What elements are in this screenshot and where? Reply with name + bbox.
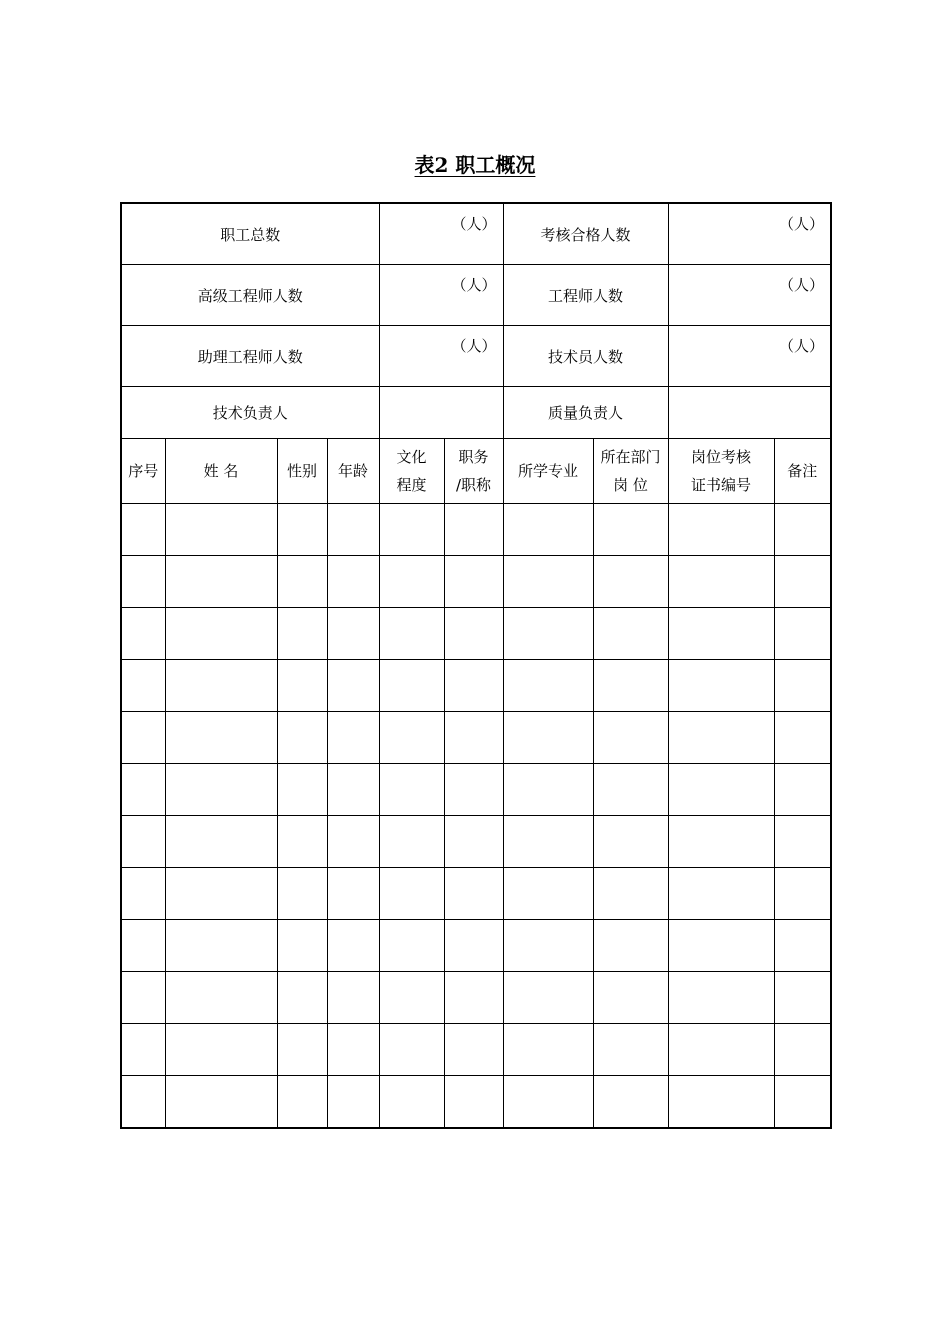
- table-cell[interactable]: [165, 556, 277, 608]
- column-header: [503, 439, 593, 504]
- table-row: [121, 660, 831, 712]
- table-cell[interactable]: [444, 972, 503, 1024]
- table-cell[interactable]: [593, 556, 668, 608]
- qualified-count-field[interactable]: （人）: [668, 203, 831, 265]
- table-cell[interactable]: [444, 608, 503, 660]
- table-cell[interactable]: [593, 504, 668, 556]
- table-cell[interactable]: [277, 1024, 327, 1076]
- column-header: [165, 439, 277, 504]
- table-cell[interactable]: [379, 972, 444, 1024]
- table-cell[interactable]: [121, 608, 165, 660]
- table-cell[interactable]: [379, 712, 444, 764]
- table-cell[interactable]: [774, 608, 831, 660]
- table-cell[interactable]: [503, 556, 593, 608]
- table-cell[interactable]: [121, 1024, 165, 1076]
- table-cell[interactable]: [277, 868, 327, 920]
- table-cell[interactable]: [121, 764, 165, 816]
- table-row: [121, 920, 831, 972]
- table-cell[interactable]: [593, 1076, 668, 1129]
- table-row: [121, 972, 831, 1024]
- table-cell[interactable]: [121, 712, 165, 764]
- table-row: [121, 608, 831, 660]
- table-cell[interactable]: [379, 920, 444, 972]
- table-cell[interactable]: [121, 1076, 165, 1129]
- table-cell[interactable]: [379, 504, 444, 556]
- table-cell[interactable]: [327, 920, 379, 972]
- table-cell[interactable]: [277, 556, 327, 608]
- table-cell[interactable]: [444, 712, 503, 764]
- table-cell[interactable]: [327, 972, 379, 1024]
- column-header-text: 证书编号: [691, 476, 752, 494]
- table-cell[interactable]: [774, 972, 831, 1024]
- total-staff-label: 职工总数: [121, 203, 379, 265]
- table-cell[interactable]: [379, 1076, 444, 1129]
- column-header-text: 文化: [396, 448, 427, 466]
- table-cell[interactable]: [668, 816, 774, 868]
- table-cell[interactable]: [165, 920, 277, 972]
- assistant-engineer-field[interactable]: （人）: [379, 326, 503, 387]
- page-title: 表2 职工概况: [414, 153, 536, 177]
- table-cell[interactable]: [327, 868, 379, 920]
- qualified-count-label: 考核合格人数: [503, 203, 668, 265]
- column-header: [444, 439, 503, 504]
- table-cell[interactable]: [327, 504, 379, 556]
- table-cell[interactable]: [593, 660, 668, 712]
- table-cell[interactable]: [668, 764, 774, 816]
- tech-lead-field[interactable]: [379, 387, 503, 439]
- senior-engineer-label: 高级工程师人数: [121, 265, 379, 326]
- table-row: [121, 764, 831, 816]
- table-cell[interactable]: [121, 816, 165, 868]
- column-header-text: 岗位考核: [691, 448, 752, 466]
- table-row: [121, 556, 831, 608]
- table-cell[interactable]: [668, 1076, 774, 1129]
- table-cell[interactable]: [503, 816, 593, 868]
- table-cell[interactable]: [593, 972, 668, 1024]
- table-cell[interactable]: [593, 816, 668, 868]
- table-cell[interactable]: [277, 608, 327, 660]
- technician-label: 技术员人数: [503, 326, 668, 387]
- total-staff-field[interactable]: （人）: [379, 203, 503, 265]
- summary-row: [121, 326, 831, 387]
- table-cell[interactable]: [327, 556, 379, 608]
- table-cell[interactable]: [277, 1076, 327, 1129]
- table-cell[interactable]: [444, 920, 503, 972]
- table-cell[interactable]: [668, 504, 774, 556]
- table-cell[interactable]: [327, 712, 379, 764]
- table-cell[interactable]: [774, 660, 831, 712]
- table-cell[interactable]: [444, 556, 503, 608]
- table-cell[interactable]: [774, 868, 831, 920]
- column-header: [774, 439, 831, 504]
- table-cell[interactable]: [774, 712, 831, 764]
- table-cell[interactable]: [444, 504, 503, 556]
- table-cell[interactable]: [774, 556, 831, 608]
- table-cell[interactable]: [379, 608, 444, 660]
- table-cell[interactable]: [503, 504, 593, 556]
- table-cell[interactable]: [593, 712, 668, 764]
- column-header-text: 职务: [458, 448, 489, 466]
- table-cell[interactable]: [503, 764, 593, 816]
- table-cell[interactable]: [121, 660, 165, 712]
- table-cell[interactable]: [379, 764, 444, 816]
- column-header-text: 所在部门: [600, 448, 661, 466]
- quality-lead-field[interactable]: [668, 387, 831, 439]
- table-cell[interactable]: [774, 764, 831, 816]
- table-cell[interactable]: [444, 764, 503, 816]
- table-cell[interactable]: [165, 764, 277, 816]
- column-header: [379, 439, 444, 504]
- table-cell[interactable]: [593, 764, 668, 816]
- table-cell[interactable]: [444, 660, 503, 712]
- column-header-row: [121, 439, 831, 504]
- column-header-text: 序号: [128, 462, 159, 480]
- table-cell[interactable]: [503, 608, 593, 660]
- table-cell[interactable]: [503, 1076, 593, 1129]
- table-cell[interactable]: [503, 1024, 593, 1076]
- table-cell[interactable]: [668, 920, 774, 972]
- column-header-text: 性别: [286, 462, 317, 480]
- table-cell[interactable]: [277, 660, 327, 712]
- quality-lead-label: 质量负责人: [503, 387, 668, 439]
- table-cell[interactable]: [593, 868, 668, 920]
- table-cell[interactable]: [121, 920, 165, 972]
- table-cell[interactable]: [121, 504, 165, 556]
- table-cell[interactable]: [444, 1076, 503, 1129]
- table-cell[interactable]: [165, 504, 277, 556]
- table-row: [121, 504, 831, 556]
- column-header-text: /职称: [455, 476, 492, 494]
- table-cell[interactable]: [277, 504, 327, 556]
- table-cell[interactable]: [444, 1024, 503, 1076]
- table-cell[interactable]: [379, 816, 444, 868]
- table-cell[interactable]: [593, 920, 668, 972]
- table-cell[interactable]: [327, 660, 379, 712]
- table-cell[interactable]: [121, 972, 165, 1024]
- table-cell[interactable]: [503, 868, 593, 920]
- table-row: [121, 816, 831, 868]
- column-header-text: 所学专业: [518, 462, 579, 480]
- table-row: [121, 1076, 831, 1129]
- engineer-field[interactable]: （人）: [668, 265, 831, 326]
- table-row: [121, 868, 831, 920]
- table-cell[interactable]: [379, 868, 444, 920]
- table-cell[interactable]: [327, 608, 379, 660]
- column-header-text: 年龄: [338, 462, 369, 480]
- column-header-text: 备注: [787, 462, 818, 480]
- table-cell[interactable]: [774, 504, 831, 556]
- table-cell[interactable]: [503, 660, 593, 712]
- table-cell[interactable]: [444, 868, 503, 920]
- table-cell[interactable]: [593, 608, 668, 660]
- table-cell[interactable]: [165, 660, 277, 712]
- summary-row: [121, 203, 831, 265]
- table-cell[interactable]: [165, 1076, 277, 1129]
- table-cell[interactable]: [165, 712, 277, 764]
- table-cell[interactable]: [277, 816, 327, 868]
- table-cell[interactable]: [165, 816, 277, 868]
- table-cell[interactable]: [503, 920, 593, 972]
- engineer-label: 工程师人数: [503, 265, 668, 326]
- table-cell[interactable]: [774, 1024, 831, 1076]
- table-cell[interactable]: [668, 556, 774, 608]
- table-cell[interactable]: [277, 972, 327, 1024]
- table-cell[interactable]: [379, 660, 444, 712]
- table-cell[interactable]: [327, 1024, 379, 1076]
- table-cell[interactable]: [774, 816, 831, 868]
- column-header-text: 姓 名: [203, 462, 239, 480]
- table-cell[interactable]: [593, 1024, 668, 1076]
- table-row: [121, 712, 831, 764]
- assistant-engineer-label: 助理工程师人数: [121, 326, 379, 387]
- table-cell[interactable]: [668, 868, 774, 920]
- table-cell[interactable]: [503, 712, 593, 764]
- table-row: [121, 1024, 831, 1076]
- table-cell[interactable]: [668, 972, 774, 1024]
- table-cell[interactable]: [327, 764, 379, 816]
- table-cell[interactable]: [774, 1076, 831, 1129]
- table-cell[interactable]: [444, 816, 503, 868]
- table-cell[interactable]: [668, 1024, 774, 1076]
- table-cell[interactable]: [379, 1024, 444, 1076]
- table-cell[interactable]: [121, 556, 165, 608]
- table-cell[interactable]: [668, 660, 774, 712]
- column-header: [593, 439, 668, 504]
- table-cell[interactable]: [668, 608, 774, 660]
- column-header: [121, 439, 165, 504]
- table-cell[interactable]: [277, 712, 327, 764]
- table-cell[interactable]: [165, 608, 277, 660]
- table-cell[interactable]: [165, 868, 277, 920]
- table-cell[interactable]: [277, 920, 327, 972]
- table-cell[interactable]: [327, 816, 379, 868]
- table-cell[interactable]: [774, 920, 831, 972]
- column-header-text: 岗 位: [613, 476, 648, 494]
- table-cell[interactable]: [165, 972, 277, 1024]
- technician-field[interactable]: （人）: [668, 326, 831, 387]
- column-header: [668, 439, 774, 504]
- senior-engineer-field[interactable]: （人）: [379, 265, 503, 326]
- table-cell[interactable]: [668, 712, 774, 764]
- table-cell[interactable]: [277, 764, 327, 816]
- staff-overview-table: [120, 202, 832, 1129]
- column-header-text: 程度: [396, 476, 427, 494]
- column-header: [277, 439, 327, 504]
- table-cell[interactable]: [503, 972, 593, 1024]
- tech-lead-label: 技术负责人: [121, 387, 379, 439]
- column-header: [327, 439, 379, 504]
- table-cell[interactable]: [165, 1024, 277, 1076]
- summary-row: [121, 265, 831, 326]
- table-cell[interactable]: [379, 556, 444, 608]
- summary-row: [121, 387, 831, 439]
- table-cell[interactable]: [121, 868, 165, 920]
- table-cell[interactable]: [327, 1076, 379, 1129]
